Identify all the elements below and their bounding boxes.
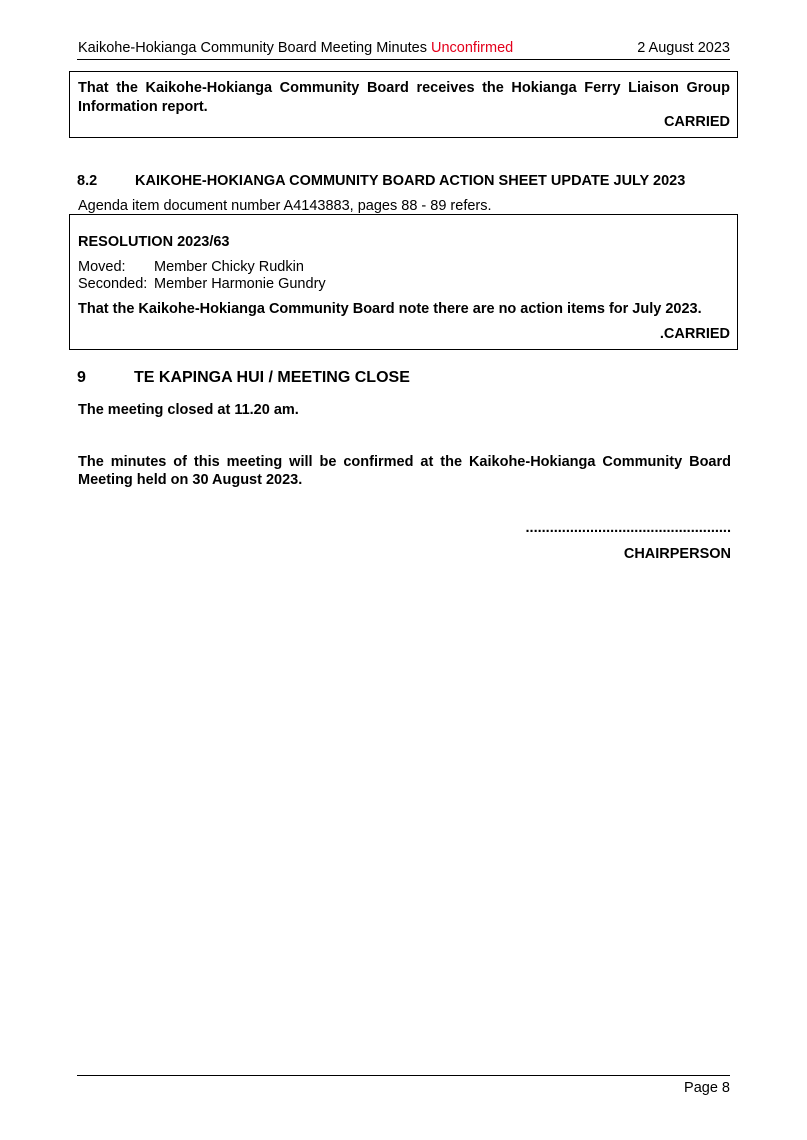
resolution-carried-label: .CARRIED <box>659 326 730 342</box>
section-8-2-number: 8.2 <box>77 173 98 189</box>
resolution-label: RESOLUTION 2023/63 <box>78 234 230 250</box>
footer-divider <box>77 1075 730 1076</box>
signature-line: ................................................... <box>525 520 731 536</box>
page-header <box>77 38 730 60</box>
section-8-2-title: KAIKOHE-HOKIANGA COMMUNITY BOARD ACTION SHEET UPDATE JULY 2023 <box>135 173 686 189</box>
header-date: 2 August 2023 <box>637 40 730 56</box>
previous-carried-label: CARRIED <box>663 114 730 130</box>
agenda-reference: Agenda item document number A4143883, pages 88 - 89 refers. <box>78 198 492 214</box>
seconded-by: Member Harmonie Gundry <box>154 276 326 292</box>
seconded-label: Seconded: <box>78 276 148 292</box>
moved-row <box>78 259 304 275</box>
seconded-row <box>78 276 326 292</box>
section-9-title: TE KAPINGA HUI / MEETING CLOSE <box>134 369 410 386</box>
resolution-box <box>69 214 738 350</box>
moved-label: Moved: <box>78 259 126 275</box>
header-title-text: Kaikohe-Hokianga Community Board Meeting Minutes <box>78 40 432 56</box>
page-number: Page 8 <box>684 1080 730 1096</box>
meeting-closed-text: The meeting closed at 11.20 am. <box>78 402 299 418</box>
previous-resolution-box <box>69 71 738 138</box>
previous-motion-text: That the Kaikohe-Hokianga Community Board receives the Hokianga Ferry Liaison Group Information report. <box>78 80 730 115</box>
resolution-motion-text: That the Kaikohe-Hokianga Community Board note there are no action items for July 2023. <box>78 301 702 317</box>
minutes-confirmation-text: The minutes of this meeting will be confirmed at the Kaikohe-Hokianga Community Board Meeting held on 30 August 2023. <box>78 454 731 488</box>
section-9-number: 9 <box>77 369 86 386</box>
chairperson-label: CHAIRPERSON <box>623 546 731 562</box>
moved-by: Member Chicky Rudkin <box>154 259 304 275</box>
header-title <box>78 40 513 56</box>
unconfirmed-label: Unconfirmed <box>431 40 514 56</box>
